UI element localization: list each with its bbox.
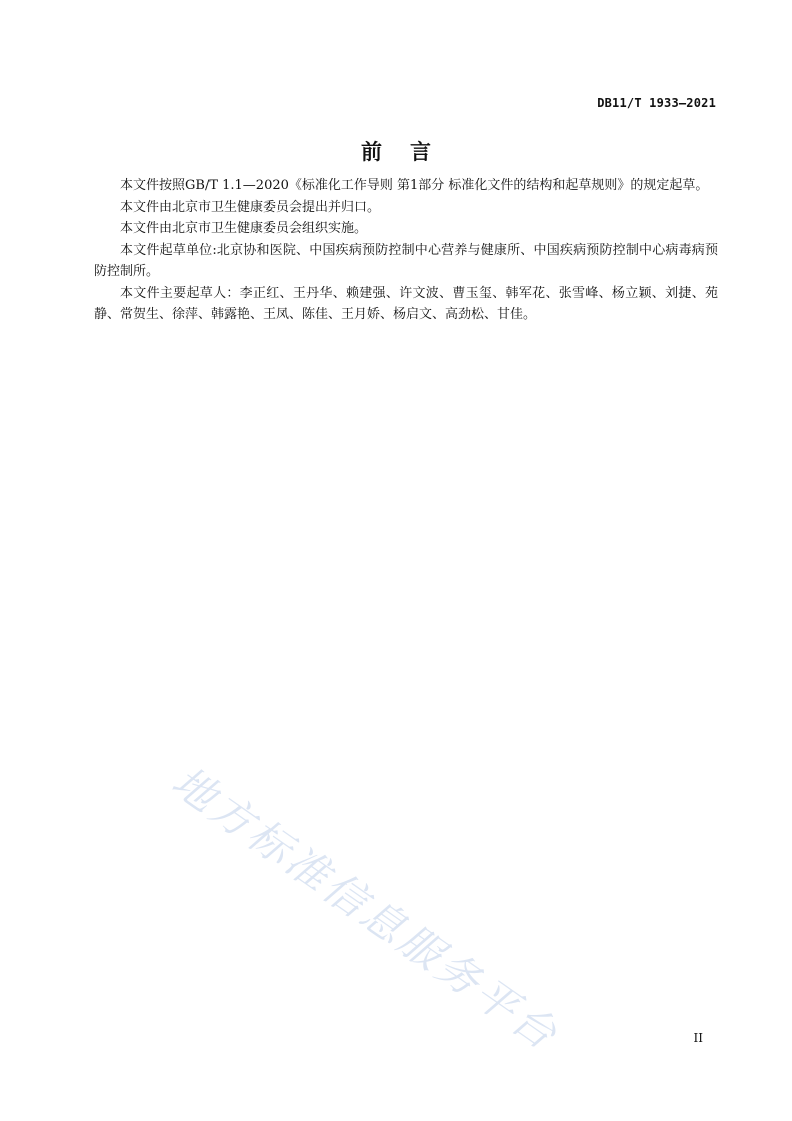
page-number: II [693,1031,703,1045]
paragraph-drafters: 本文件主要起草人：李正红、王丹华、赖建强、许文波、曹玉玺、韩军花、张雪峰、杨立颖、刘捷、苑静、常贺生、徐萍、韩露艳、王凤、陈佳、王月娇、杨启文、高劲松、甘佳。 [94,285,718,322]
page-title: 前言 [361,140,459,164]
paragraph-proposer: 本文件由北京市卫生健康委员会提出并归口。 [120,199,381,215]
document-id: DB11/T 1933—2021 [597,96,716,110]
paragraph-drafting-units: 本文件起草单位:北京协和医院、中国疾病预防控制中心营养与健康所、中国疾病预防控制中心病毒病预防控制所。 [94,242,718,279]
paragraph-standard-basis: 本文件按照GB/T 1.1—2020《标准化工作导则 第1部分 标准化文件的结构和起草规则》的规定起草。 [120,178,709,193]
watermark: 地方标准信息服务平台 [163,756,569,1061]
paragraph-implementer: 本文件由北京市卫生健康委员会组织实施。 [120,221,368,236]
foreword-body [94,175,718,326]
